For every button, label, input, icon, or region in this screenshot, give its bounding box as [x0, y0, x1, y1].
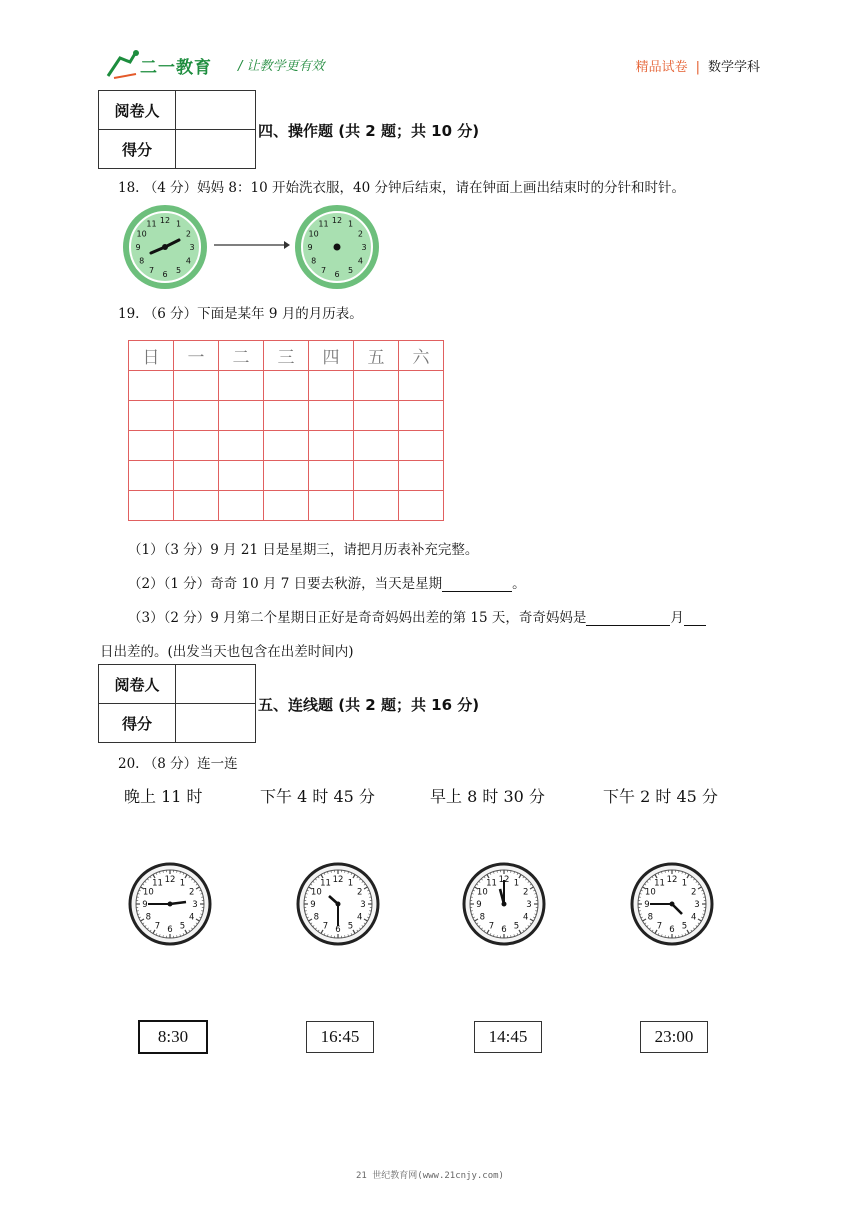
clock-numeral: 5: [175, 266, 182, 276]
calendar-cell[interactable]: [219, 401, 264, 431]
clock-numeral: 11: [152, 878, 163, 889]
clock-numeral: 8: [647, 912, 654, 923]
clock-numeral: 2: [185, 229, 191, 239]
section-4-title: 四、操作题 (共 2 题；共 10 分): [258, 122, 480, 140]
footer-text: 21 世纪教育网(www.21cnjy.com): [356, 1171, 504, 1181]
clock-numeral: 3: [694, 899, 700, 910]
calendar-cell[interactable]: [309, 491, 354, 521]
clock-numeral: 5: [347, 921, 354, 932]
clock-3-icon[interactable]: [462, 862, 546, 946]
calendar-cell[interactable]: [129, 401, 174, 431]
header-subject: 数学学科: [707, 60, 760, 75]
clock-numeral: 3: [192, 899, 198, 910]
clock-numeral: 2: [188, 887, 195, 898]
calendar-cell[interactable]: [354, 371, 399, 401]
calendar-cell[interactable]: [129, 491, 174, 521]
digital-time-box[interactable]: 16:45: [306, 1021, 374, 1053]
clock-numeral: 5: [347, 266, 354, 276]
calendar-header-row: [129, 341, 444, 371]
calendar-cell[interactable]: [174, 401, 219, 431]
clock-numeral: 1: [513, 878, 520, 889]
calendar-cell[interactable]: [309, 461, 354, 491]
clock-numeral: 3: [189, 242, 195, 252]
answer-blank[interactable]: [442, 576, 512, 592]
calendar-cell[interactable]: [129, 431, 174, 461]
calendar-cell[interactable]: [309, 401, 354, 431]
calendar-cell[interactable]: [174, 431, 219, 461]
clock-numeral: 3: [361, 242, 367, 252]
clock-numeral: 10: [142, 887, 154, 898]
clock-numeral: 7: [656, 921, 663, 932]
calendar-cell[interactable]: [129, 461, 174, 491]
calendar-cell[interactable]: [264, 371, 309, 401]
clock-numeral: 12: [331, 215, 343, 225]
header-right: [636, 56, 760, 75]
calendar-cell[interactable]: [264, 461, 309, 491]
clock-numeral: 5: [681, 921, 688, 932]
score-box: [98, 90, 256, 169]
header-separator: |: [695, 60, 700, 75]
clock-numeral: 6: [167, 924, 173, 935]
calendar-cell[interactable]: [354, 461, 399, 491]
clock-numeral: 8: [479, 912, 486, 923]
calendar-header-cell: 三: [264, 341, 309, 371]
clock-numeral: 8: [313, 912, 320, 923]
clock-numeral: 11: [320, 878, 331, 889]
clock-numeral: 10: [310, 887, 322, 898]
reviewer-cell[interactable]: [176, 91, 256, 130]
calendar-cell[interactable]: [399, 431, 444, 461]
sub-question-3-month: 月: [670, 610, 684, 626]
calendar-header-cell: 一: [174, 341, 219, 371]
calendar-cell[interactable]: [219, 371, 264, 401]
clock-numeral: 2: [357, 229, 363, 239]
clock-numeral: 1: [347, 219, 354, 229]
clock-numeral: 10: [308, 229, 319, 239]
clock-numeral: 4: [185, 256, 191, 266]
calendar-row: [129, 371, 444, 401]
clock-numeral: 3: [360, 899, 366, 910]
calendar-row: [129, 461, 444, 491]
calendar-cell[interactable]: [399, 461, 444, 491]
calendar-header-cell: 五: [354, 341, 399, 371]
clock-numeral: 11: [654, 878, 665, 889]
section-5-title: 五、连线题 (共 2 题；共 16 分): [258, 696, 480, 714]
clock-numeral: 4: [357, 256, 363, 266]
clock-numeral: 12: [332, 874, 344, 885]
calendar-cell[interactable]: [309, 431, 354, 461]
calendar-cell[interactable]: [219, 431, 264, 461]
logo-text: 二一教育: [140, 58, 212, 78]
reviewer-cell[interactable]: [176, 665, 256, 704]
clock-numeral: 7: [148, 266, 155, 276]
clock-numeral: 7: [320, 266, 327, 276]
clock-numeral: 4: [690, 912, 697, 923]
clock-numeral: 6: [335, 924, 341, 935]
calendar-cell[interactable]: [399, 491, 444, 521]
calendar-row: [129, 431, 444, 461]
clock-810-icon: [122, 204, 208, 290]
calendar-cell[interactable]: [129, 371, 174, 401]
clock-numeral: 7: [322, 921, 329, 932]
clock-numeral: 5: [513, 921, 520, 932]
clock-numeral: 8: [139, 256, 145, 266]
calendar-cell[interactable]: [174, 371, 219, 401]
calendar-cell[interactable]: [174, 461, 219, 491]
calendar-cell[interactable]: [354, 431, 399, 461]
calendar-row: [129, 401, 444, 431]
calendar-cell[interactable]: [264, 491, 309, 521]
clock-numeral: 2: [522, 887, 529, 898]
clock-numeral: 1: [347, 878, 354, 889]
slogan: / 让教学更有效: [238, 59, 325, 74]
time-label[interactable]: 早上 8 时 30 分: [430, 787, 545, 806]
digital-time-box[interactable]: 23:00: [640, 1021, 708, 1053]
time-label[interactable]: 下午 2 时 45 分: [603, 787, 718, 806]
score-label: 得分: [99, 130, 176, 169]
clock-numeral: 9: [135, 242, 141, 252]
clock-numeral: 5: [179, 921, 186, 932]
clock-numeral: 12: [666, 874, 678, 885]
clock-numeral: 9: [142, 899, 148, 910]
clock-numeral: 6: [334, 269, 340, 279]
calendar-cell[interactable]: [219, 491, 264, 521]
clock-blank-icon[interactable]: [294, 204, 380, 290]
clock-numeral: 10: [644, 887, 656, 898]
question-19: 19. （6 分）下面是某年 9 月的月历表。: [118, 306, 363, 322]
digital-time-box[interactable]: 8:30: [138, 1020, 208, 1054]
clock-4-icon[interactable]: [630, 862, 714, 946]
clock-numeral: 9: [307, 242, 313, 252]
clock-numeral: 9: [476, 899, 482, 910]
clock-1-icon[interactable]: [128, 862, 212, 946]
answer-blank-month[interactable]: [586, 610, 670, 626]
calendar-cell[interactable]: [399, 371, 444, 401]
score-cell[interactable]: [176, 130, 256, 169]
digital-time-box[interactable]: 14:45: [474, 1021, 542, 1053]
clock-numeral: 12: [498, 874, 510, 885]
reviewer-label: 阅卷人: [99, 665, 176, 704]
clock-numeral: 11: [146, 219, 157, 229]
clock-2-icon[interactable]: [296, 862, 380, 946]
calendar-cell[interactable]: [264, 401, 309, 431]
clock-numeral: 4: [522, 912, 529, 923]
question-18: 18. （4 分）妈妈 8：10 开始洗衣服，40 分钟后结束，请在钟面上画出结束时的分针和时针。: [118, 180, 685, 196]
clock-numeral: 2: [690, 887, 697, 898]
clock-numeral: 7: [488, 921, 495, 932]
clock-numeral: 12: [164, 874, 176, 885]
calendar-header-cell: 六: [399, 341, 444, 371]
clock-numeral: 4: [356, 912, 363, 923]
calendar-cell[interactable]: [354, 491, 399, 521]
sub-question-2-end: 。: [512, 576, 526, 592]
score-label: 得分: [99, 704, 176, 743]
calendar-header-cell: 日: [129, 341, 174, 371]
calendar-cell[interactable]: [264, 431, 309, 461]
sub-question-3: [128, 606, 706, 626]
clock-numeral: 7: [154, 921, 161, 932]
score-cell[interactable]: [176, 704, 256, 743]
clock-numeral: 12: [159, 215, 171, 225]
calendar-row: [129, 491, 444, 521]
calendar-cell[interactable]: [219, 461, 264, 491]
clock-numeral: 4: [188, 912, 195, 923]
sub-question-3-cont: 日出差的。(出发当天也包含在出差时间内): [100, 644, 354, 660]
calendar-table: [128, 340, 444, 521]
arrow-right-icon: [214, 240, 290, 250]
clock-numeral: 6: [669, 924, 675, 935]
clock-numeral: 11: [486, 878, 497, 889]
header-tag: 精品试卷: [635, 60, 688, 75]
clock-numeral: 3: [526, 899, 532, 910]
reviewer-label: 阅卷人: [99, 91, 176, 130]
calendar-header-cell: 二: [219, 341, 264, 371]
sub-question-2-text: （2）（1 分）奇奇 10 月 7 日要去秋游，当天是星期: [128, 576, 443, 592]
clock-numeral: 6: [162, 269, 168, 279]
clock-numeral: 1: [179, 878, 186, 889]
question-20: 20. （8 分）连一连: [118, 756, 238, 772]
calendar-cell[interactable]: [354, 401, 399, 431]
calendar-cell[interactable]: [399, 401, 444, 431]
clock-numeral: 6: [501, 924, 507, 935]
answer-blank-day[interactable]: [684, 610, 706, 626]
clock-numeral: 8: [145, 912, 152, 923]
clock-numeral: 10: [476, 887, 488, 898]
clock-numeral: 10: [136, 229, 147, 239]
clock-numeral: 1: [681, 878, 688, 889]
clock-numeral: 1: [175, 219, 182, 229]
clock-numeral: 11: [318, 219, 329, 229]
time-label[interactable]: 晚上 11 时: [124, 787, 203, 806]
clock-numeral: 9: [644, 899, 650, 910]
sub-question-1: （1）（3 分）9 月 21 日是星期三，请把月历表补充完整。: [128, 542, 479, 558]
score-box: [98, 664, 256, 743]
time-label[interactable]: 下午 4 时 45 分: [260, 787, 375, 806]
calendar-cell[interactable]: [174, 491, 219, 521]
calendar-header-cell: 四: [309, 341, 354, 371]
clock-numeral: 9: [310, 899, 316, 910]
clock-numeral: 8: [311, 256, 317, 266]
sub-question-2: [128, 572, 526, 592]
clock-numeral: 2: [356, 887, 363, 898]
sub-question-3-text: （3）（2 分）9 月第二个星期日正好是奇奇妈妈出差的第 15 天，奇奇妈妈是: [128, 610, 587, 626]
calendar-cell[interactable]: [309, 371, 354, 401]
